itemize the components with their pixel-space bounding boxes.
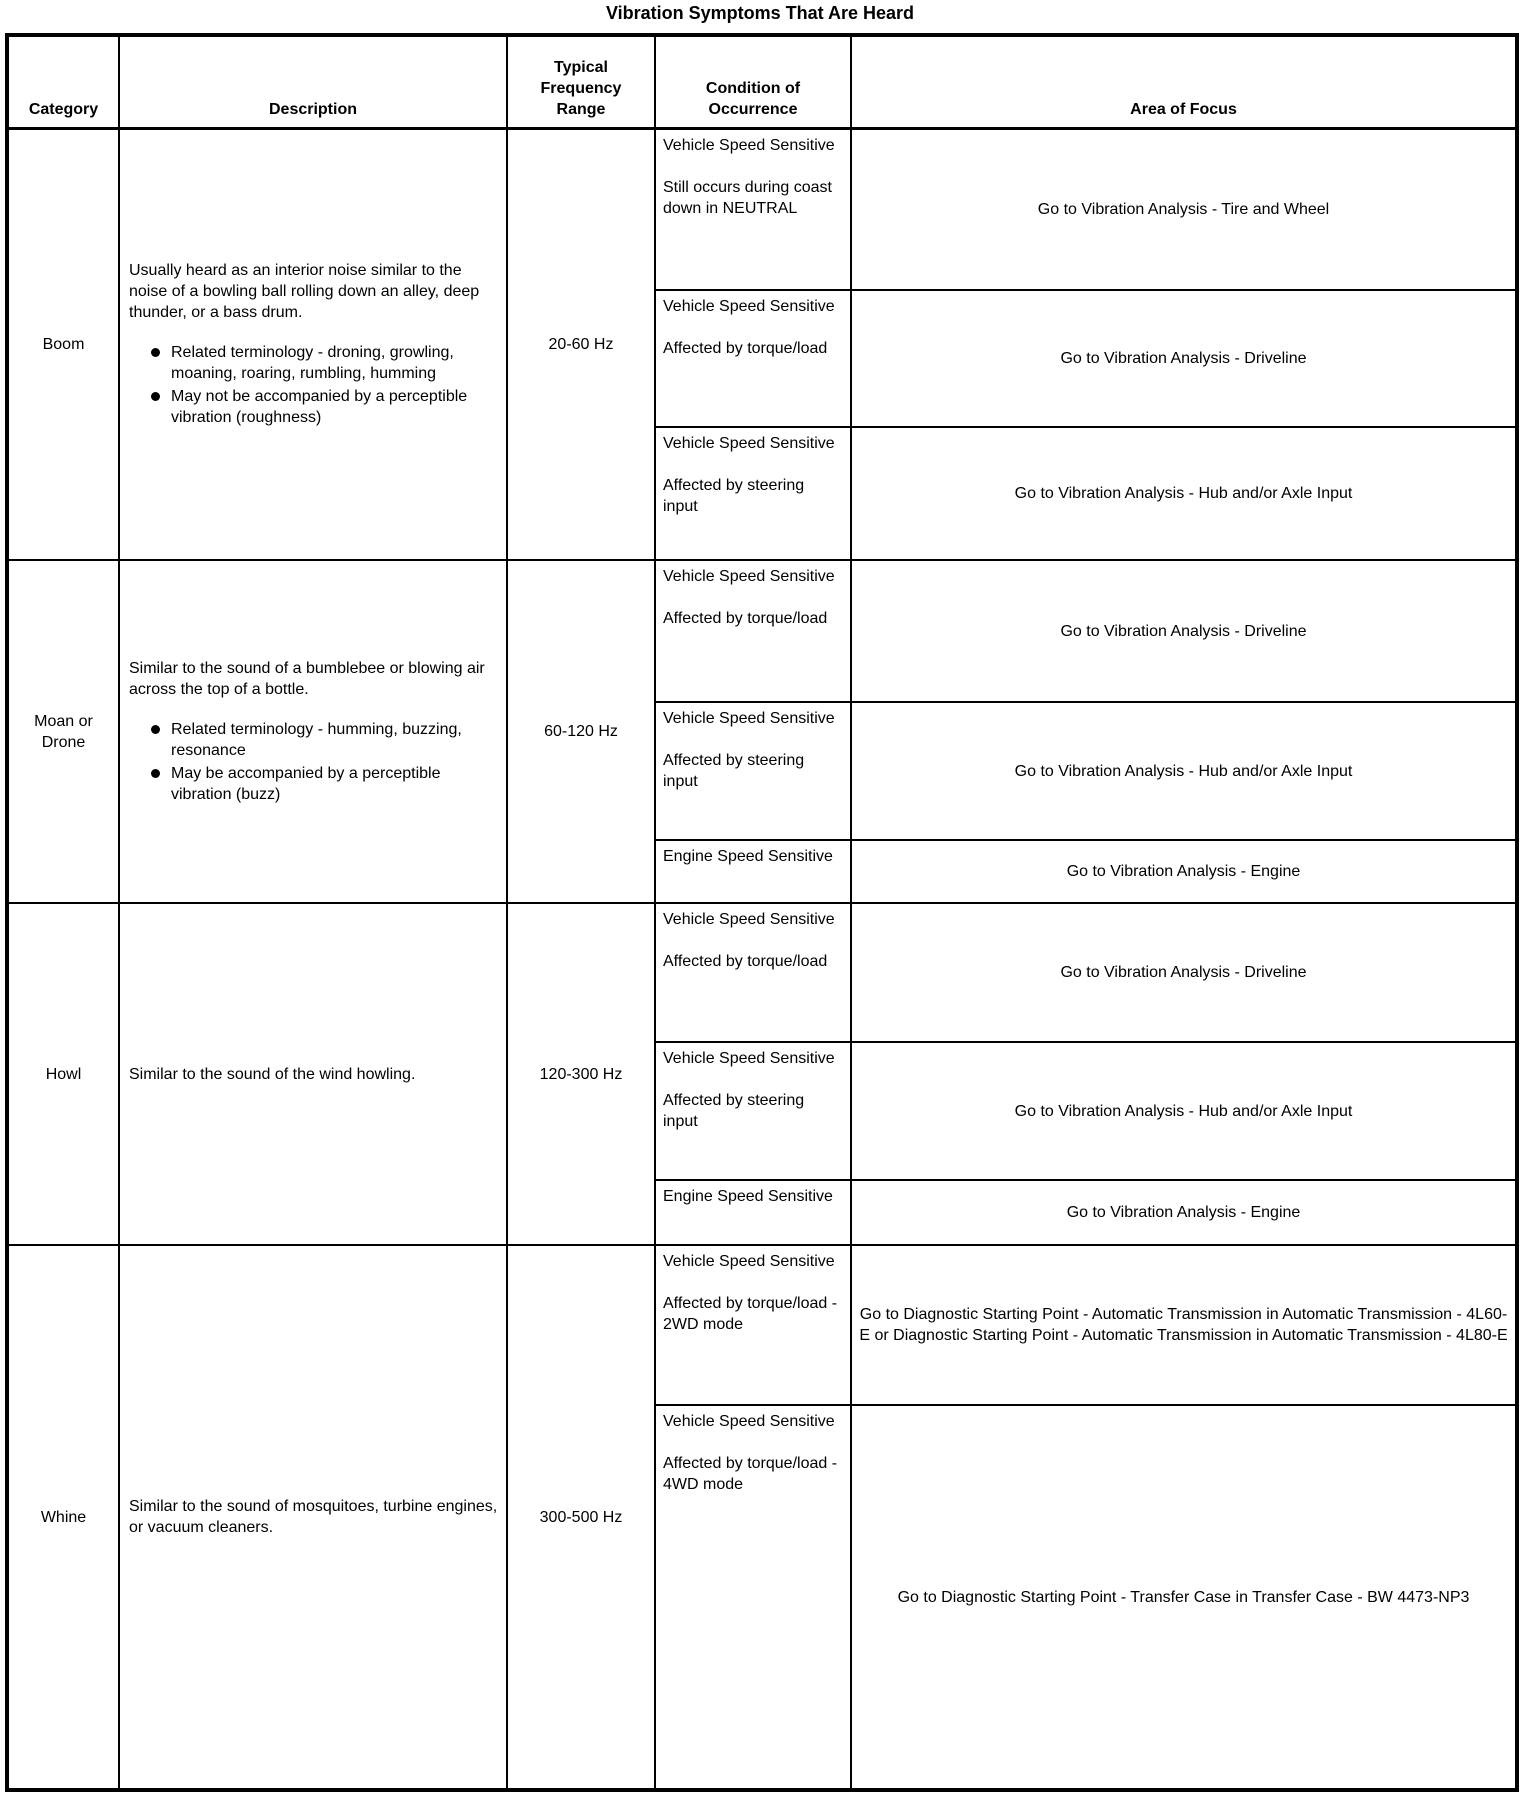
description-text: Similar to the sound of mosquitoes, turbine engines, or vacuum cleaners. — [129, 1498, 498, 1536]
header-description: Description — [119, 35, 507, 128]
vibration-symptoms-table — [5, 33, 1519, 1792]
condition-line: Affected by steering input — [663, 752, 805, 790]
area-cell: Go to Vibration Analysis - Driveline — [851, 903, 1517, 1042]
description-cell-howl — [119, 903, 507, 1245]
table-row — [7, 903, 1517, 1042]
header-category: Category — [7, 35, 119, 128]
page-title: Vibration Symptoms That Are Heard — [605, 3, 915, 23]
area-cell: Go to Vibration Analysis - Driveline — [851, 290, 1517, 427]
header-area: Area of Focus — [851, 35, 1517, 128]
condition-line: Affected by torque/load — [663, 953, 828, 970]
condition-line: Vehicle Speed Sensitive — [663, 136, 835, 154]
area-cell: Go to Vibration Analysis - Hub and/or Axle Input — [851, 427, 1517, 560]
frequency-cell-boom: 20-60 Hz — [507, 128, 655, 560]
area-cell: Go to Diagnostic Starting Point - Transfer Case in Transfer Case - BW 4473-NP3 — [851, 1405, 1517, 1790]
table-row — [7, 560, 1517, 702]
bullet-icon — [151, 392, 160, 401]
condition-line: Vehicle Speed Sensitive — [663, 1253, 835, 1270]
condition-cell — [655, 840, 851, 903]
condition-cell — [655, 427, 851, 560]
condition-cell — [655, 702, 851, 840]
description-cell-whine — [119, 1245, 507, 1790]
condition-cell — [655, 560, 851, 702]
area-cell: Go to Diagnostic Starting Point - Automatic Transmission in Automatic Transmission - 4L60-E or Diagnostic Starting Point - Automatic Transmission in Automatic Transmission - 4L80-E — [851, 1245, 1517, 1405]
condition-line: Vehicle Speed Sensitive — [663, 911, 835, 928]
condition-line: Affected by torque/load - 2WD mode — [663, 1295, 838, 1333]
condition-line: Affected by torque/load — [663, 340, 828, 357]
condition-cell — [655, 903, 851, 1042]
condition-line: Affected by torque/load — [663, 610, 828, 627]
bullet-icon — [151, 348, 160, 357]
area-cell: Go to Vibration Analysis - Hub and/or Axle Input — [851, 1042, 1517, 1180]
list-item — [151, 386, 499, 428]
area-cell: Go to Vibration Analysis - Engine — [851, 1180, 1517, 1245]
condition-line: Vehicle Speed Sensitive — [663, 1413, 835, 1430]
bullet-icon — [151, 725, 160, 734]
condition-line: Vehicle Speed Sensitive — [663, 435, 835, 452]
condition-line: Vehicle Speed Sensitive — [663, 1050, 835, 1067]
condition-cell — [655, 1180, 851, 1245]
condition-line: Still occurs during coast down in NEUTRAL — [663, 178, 832, 217]
area-cell: Go to Vibration Analysis - Hub and/or Axle Input — [851, 702, 1517, 840]
category-cell-boom: Boom — [7, 128, 119, 560]
bullet-text: Related terminology - humming, buzzing, resonance — [171, 721, 462, 759]
description-text: Usually heard as an interior noise similar to the noise of a bowling ball rolling down an alley, deep thunder, or a bass drum. — [129, 262, 480, 322]
condition-line: Vehicle Speed Sensitive — [663, 298, 835, 315]
list-item — [151, 763, 499, 805]
frequency-cell-howl: 120-300 Hz — [507, 903, 655, 1245]
frequency-cell-moan-or-drone: 60-120 Hz — [507, 560, 655, 903]
table-row — [7, 128, 1517, 290]
condition-cell — [655, 1245, 851, 1405]
description-cell-moan-or-drone — [119, 560, 507, 903]
condition-line: Vehicle Speed Sensitive — [663, 710, 835, 727]
condition-cell — [655, 128, 851, 290]
header-frequency: Typical Frequency Range — [507, 35, 655, 128]
condition-line: Engine Speed Sensitive — [663, 1188, 833, 1205]
condition-cell — [655, 1042, 851, 1180]
bullet-text: May be accompanied by a perceptible vibration (buzz) — [171, 765, 441, 803]
list-item — [151, 719, 499, 761]
header-row — [7, 35, 1517, 128]
description-text: Similar to the sound of a bumblebee or blowing air across the top of a bottle. — [129, 660, 485, 698]
description-text: Similar to the sound of the wind howling. — [129, 1065, 416, 1083]
condition-line: Vehicle Speed Sensitive — [663, 568, 835, 585]
category-cell-howl: Howl — [7, 903, 119, 1245]
bullet-text: Related terminology - droning, growling, moaning, roaring, rumbling, humming — [171, 344, 454, 383]
area-cell: Go to Vibration Analysis - Driveline — [851, 560, 1517, 702]
bullet-text: May not be accompanied by a perceptible vibration (roughness) — [171, 388, 468, 427]
condition-line: Affected by steering input — [663, 1092, 805, 1130]
description-bullet-list — [129, 719, 499, 805]
bullet-icon — [151, 769, 160, 778]
area-cell: Go to Vibration Analysis - Engine — [851, 840, 1517, 903]
condition-line: Engine Speed Sensitive — [663, 848, 833, 865]
condition-cell — [655, 1405, 851, 1790]
header-condition: Condition of Occurrence — [655, 35, 851, 128]
frequency-cell-whine: 300-500 Hz — [507, 1245, 655, 1790]
table-row — [7, 1245, 1517, 1405]
list-item — [151, 342, 499, 384]
category-cell-moan-or-drone: Moan or Drone — [7, 560, 119, 903]
condition-line: Affected by steering input — [663, 477, 805, 515]
condition-line: Affected by torque/load - 4WD mode — [663, 1455, 838, 1493]
area-cell: Go to Vibration Analysis - Tire and Wheel — [851, 128, 1517, 290]
category-cell-whine: Whine — [7, 1245, 119, 1790]
condition-cell — [655, 290, 851, 427]
description-cell-boom — [119, 128, 507, 560]
description-bullet-list — [129, 342, 499, 428]
